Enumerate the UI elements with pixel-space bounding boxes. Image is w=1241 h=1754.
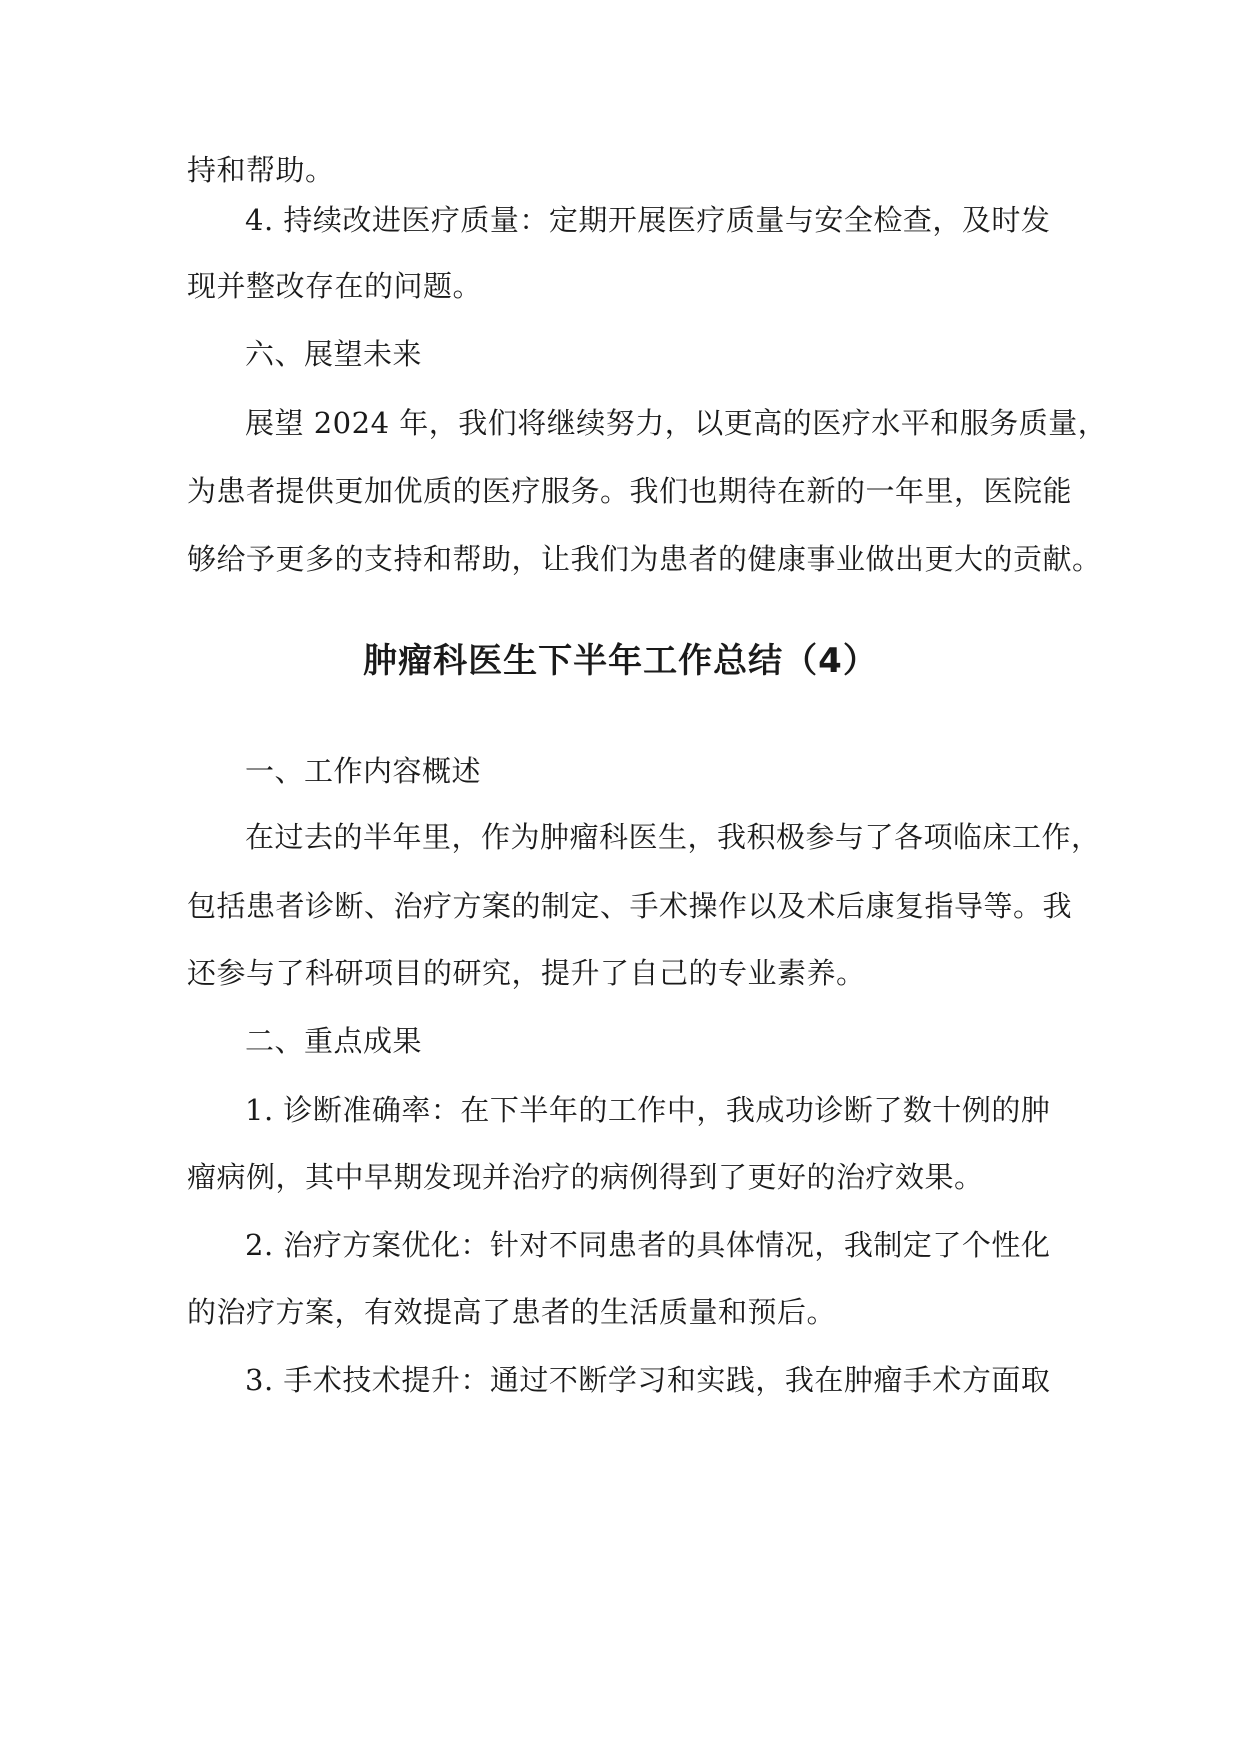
paragraph-line: 持和帮助。: [187, 153, 335, 187]
section-heading-achievements: 二、重点成果: [245, 1024, 423, 1058]
list-item-2-line: 2. 治疗方案优化：针对不同患者的具体情况，我制定了个性化: [245, 1228, 1051, 1262]
list-item-1-line: 1. 诊断准确率：在下半年的工作中，我成功诊断了数十例的肿: [245, 1093, 1051, 1127]
paragraph-line: 够给予更多的支持和帮助，让我们为患者的健康事业做出更大的贡献。: [187, 542, 1102, 576]
paragraph-line: 为患者提供更加优质的医疗服务。我们也期待在新的一年里，医院能: [187, 474, 1073, 508]
list-item-1-continuation: 瘤病例，其中早期发现并治疗的病例得到了更好的治疗效果。: [187, 1160, 984, 1194]
paragraph-line: 展望 2024 年，我们将继续努力，以更高的医疗水平和服务质量，: [245, 406, 1108, 440]
paragraph-line: 在过去的半年里，作为肿瘤科医生，我积极参与了各项临床工作，: [245, 820, 1101, 854]
page-title: 肿瘤科医生下半年工作总结（4）: [363, 641, 878, 681]
list-item-4-continuation: 现并整改存在的问题。: [187, 269, 483, 303]
list-item-4-line: 4. 持续改进医疗质量：定期开展医疗质量与安全检查，及时发: [245, 203, 1051, 237]
list-item-3-line: 3. 手术技术提升：通过不断学习和实践，我在肿瘤手术方面取: [245, 1363, 1051, 1397]
section-heading-outlook: 六、展望未来: [245, 337, 423, 371]
section-heading-overview: 一、工作内容概述: [245, 754, 482, 788]
paragraph-line: 还参与了科研项目的研究，提升了自己的专业素养。: [187, 956, 866, 990]
list-item-2-continuation: 的治疗方案，有效提高了患者的生活质量和预后。: [187, 1295, 837, 1329]
paragraph-line: 包括患者诊断、治疗方案的制定、手术操作以及术后康复指导等。我: [187, 889, 1073, 923]
